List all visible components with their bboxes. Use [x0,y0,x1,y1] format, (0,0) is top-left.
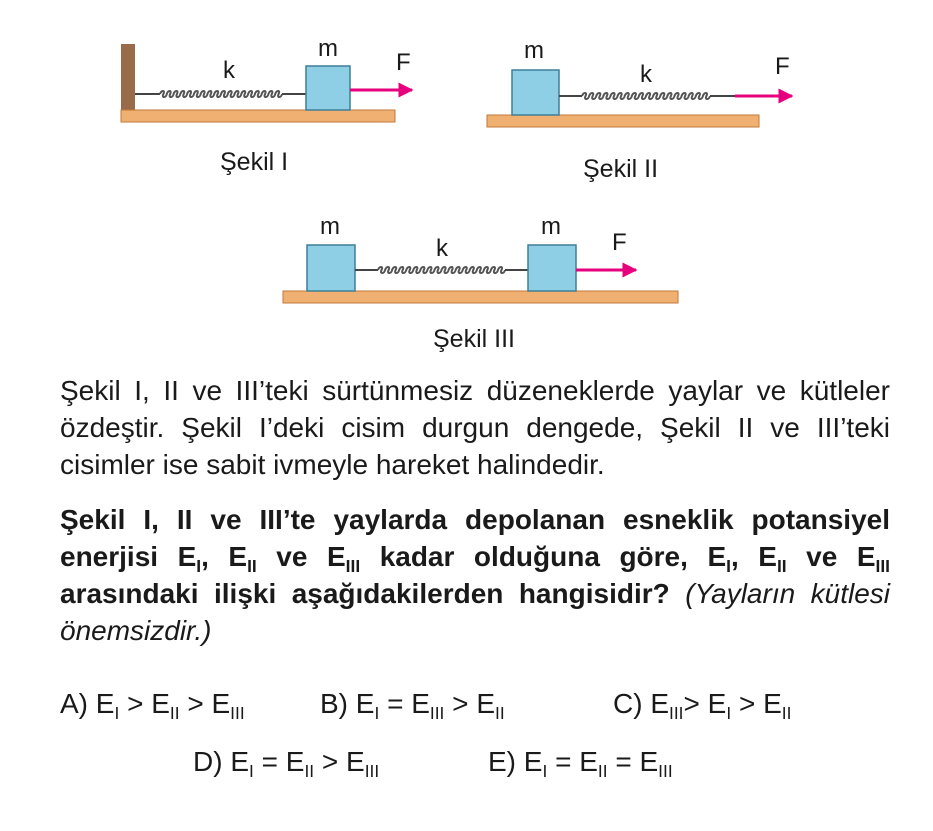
energy-symbol: $E_{III}$ [326,541,361,577]
figures-illustration [0,0,933,360]
spring [582,93,710,99]
mass-block [528,245,576,291]
option-d[interactable]: D) $E_I = E_{II} > E_{III}$ [193,746,380,782]
energy-symbol: $E_{II}$ [228,541,257,577]
figure-2 [487,37,792,127]
question-intro: Şekil I, II ve III’te yaylarda depolanan esneklik potansiyel enerjisi [60,504,890,572]
force-label: F [612,229,627,256]
table-surface [487,115,759,127]
option-c[interactable]: C) $E_{III}> E_I > E_{II}$ [613,688,792,724]
figure-1-caption: Şekil I [220,148,289,176]
force-label: F [775,53,790,80]
force-label: F [396,49,411,76]
spring-label: k [640,61,652,88]
figure-1 [121,35,412,122]
question-note: (Yayların kütlesi önemsizdir.) [60,578,890,646]
option-a[interactable]: A) $E_I > E_{II} > E_{III}$ [60,688,245,724]
mass-label: m [318,35,338,62]
energy-symbol: $E_{III}$ [856,541,890,577]
mass-label: m [320,213,340,240]
table-surface [121,110,395,122]
energy-symbol: $E_I$ [707,541,731,577]
option-b[interactable]: B) $E_I = E_{III} > E_{II}$ [320,688,505,724]
problem-description: Şekil I, II ve III’teki sürtünmesiz düzeneklerde yaylar ve kütleler özdeştir. Şekil I’deki cisim durgun dengede, Şekil II ve III’teki cisimler ise sabit ivmeyle hareket halindedir. [60,375,890,480]
mass-block [512,70,559,115]
question-text: Şekil I, II ve III’te yaylarda depolanan esneklik potansiyel enerjisi $E_I$, $E_{II}$ ve $E_{III}$ kadar olduğuna göre, $E_I$, $E_{II}$ ve $E_{III}$ arasındaki ilişki aşağıdakilerden hangisidir? (Yayların kütlesi önemsizdir.) [60,504,890,646]
spring [378,267,505,273]
mass-block [307,245,355,291]
figure-2-caption: Şekil II [583,155,659,183]
figure-3-caption: Şekil III [433,325,515,353]
option-e[interactable]: E) $E_I = E_{II} = E_{III}$ [488,746,673,782]
mass-label: m [541,213,561,240]
spring [160,91,282,97]
spring-label: k [223,57,235,84]
table-surface [283,291,678,303]
spring-label: k [436,235,448,262]
question-tail: arasındaki ilişki aşağıdakilerden hangisidir? [60,578,670,609]
mass-block [306,66,350,110]
wall [121,44,135,110]
energy-symbol: $E_{II}$ [758,541,787,577]
mass-label: m [524,37,544,64]
energy-symbol: $E_I$ [177,541,202,577]
figure-3 [283,213,678,303]
